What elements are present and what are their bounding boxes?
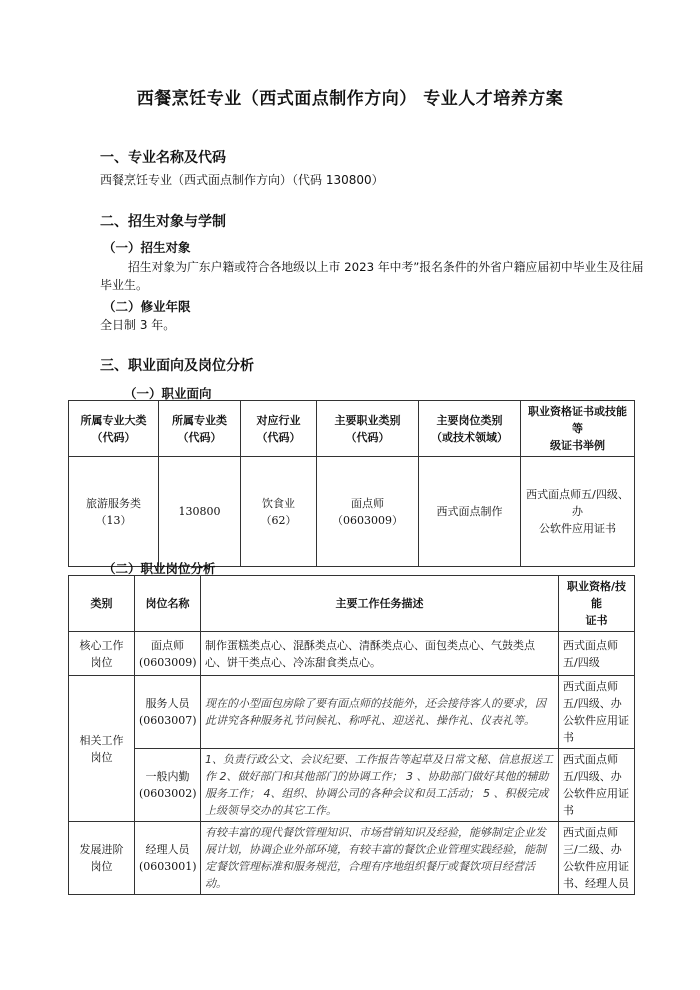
- table-row: [69, 632, 635, 676]
- task-cell: 制作蛋糕类点心、混酥类点心、清酥类点心、面包类点心、气鼓类点心、饼干类点心、冷冻甜食类点心。: [201, 632, 559, 676]
- header-category: 类别: [69, 576, 135, 632]
- section-1-text: 西餐烹饪专业（西式面点制作方向）（代码 130800）: [100, 173, 384, 187]
- cell-line: 公软件应用证书: [539, 522, 616, 535]
- section-2-sub1-text-line2: 毕业生。: [100, 278, 149, 292]
- occupation-cell: [69, 457, 159, 567]
- occupation-cell: [521, 457, 635, 567]
- header-line: 主要岗位类别: [436, 413, 503, 427]
- header-line: 主要职业类别: [334, 413, 401, 427]
- table-row: [69, 749, 635, 822]
- task-cell: 有较丰富的现代餐饮管理知识、市场营销知识及经验，能够制定企业发展计划，协调企业外部环境，有较丰富的餐饮企业管理实践经验，能制定餐饮管理标准和服务规范，合理有序地组织餐厅或餐饮项目经营活动。: [201, 822, 559, 895]
- header-line: 证书: [585, 614, 608, 627]
- position-analysis-table: [68, 575, 635, 895]
- header-line: 对应行业: [256, 413, 301, 427]
- cell-line: 面点师: [151, 638, 184, 652]
- header-line: （代码）: [91, 430, 136, 444]
- occupation-cell: [241, 457, 317, 567]
- task-cell: 现在的小型面包房除了要有面点师的技能外，还会接待客人的要求，因此讲究各种服务礼节问候礼、称呼礼、迎送礼、操作礼、仪表礼等。: [201, 676, 559, 749]
- occupation-header-cell: [521, 401, 635, 457]
- task-cell: 1、负责行政公文、会议纪要、工作报告等起草及日常文秘、信息报送工作 2、做好部门和其他部门的协调工作； 3 、协助部门做好其他的辅助服务工作； 4、组织、协调公司的各种会议和员工活动； 5 、积极完成上级领导交办的其它工作。: [201, 749, 559, 822]
- category-cell: [69, 822, 135, 895]
- header-line: （代码）: [177, 430, 222, 444]
- certificate-cell: 西式面点师五/四级、办公软件应用证书: [559, 749, 635, 822]
- section-2-sub2-text: 全日制 3 年。: [100, 318, 176, 332]
- table-row: [69, 822, 635, 895]
- cell-line: 岗位: [90, 750, 113, 764]
- occupation-header-cell: [159, 401, 241, 457]
- occupation-table-row: [69, 457, 635, 567]
- cell-line: 130800: [178, 505, 221, 518]
- position-table-header-row: [69, 576, 635, 632]
- category-cell: [69, 676, 135, 822]
- cell-line: (0603002): [139, 787, 197, 800]
- cell-line: 旅游服务类: [86, 496, 141, 510]
- cell-line: 西式面点师五/四级、办: [526, 488, 629, 518]
- cell-line: 核心工作: [79, 638, 124, 652]
- cell-line: 岗位: [90, 655, 113, 669]
- occupation-header-cell: [419, 401, 521, 457]
- position-cell: [135, 749, 201, 822]
- occupation-cell: [159, 457, 241, 567]
- document-title: 西餐烹饪专业（西式面点制作方向） 专业人才培养方案: [136, 89, 564, 109]
- cell-line: （62）: [260, 513, 297, 527]
- position-cell: [135, 632, 201, 676]
- section-3-heading: 三、职业面向及岗位分析: [100, 358, 254, 374]
- header-position: 岗位名称: [135, 576, 201, 632]
- section-2-heading: 二、招生对象与学制: [100, 214, 226, 230]
- occupation-header-cell: [69, 401, 159, 457]
- header-line: （或技术领域）: [431, 430, 508, 444]
- cell-line: (0603009): [139, 655, 197, 669]
- occupation-table-header-row: [69, 401, 635, 457]
- occupation-cell: [419, 457, 521, 567]
- cell-line: (0603007): [139, 714, 197, 727]
- header-certificate: [559, 576, 635, 632]
- occupation-header-cell: [241, 401, 317, 457]
- header-line: 所属专业大类: [80, 413, 147, 427]
- position-cell: [135, 822, 201, 895]
- section-2-sub1-heading: （一）招生对象: [103, 240, 191, 255]
- cell-line: 发展进阶: [79, 843, 124, 856]
- section-3-sub1-heading: （一）职业面向: [124, 386, 212, 401]
- occupation-cell: [317, 457, 419, 567]
- cell-line: 经理人员: [145, 843, 190, 856]
- category-cell: [69, 632, 135, 676]
- certificate-cell: 西式面点师五/四级、办公软件应用证书: [559, 676, 635, 749]
- section-2-sub1-text-line1: 招生对象为广东户籍或符合各地级以上市 2023 年中考”报名条件的外省户籍应届初中毕业生及往届: [128, 260, 644, 274]
- header-line: 级证书举例: [550, 439, 605, 452]
- cell-line: 饮食业: [262, 496, 295, 510]
- cell-line: 一般内勤: [145, 770, 190, 783]
- certificate-cell: 西式面点师五/四级: [559, 632, 635, 676]
- cell-line: 岗位: [90, 860, 113, 873]
- table-row: [69, 676, 635, 749]
- header-tasks: 主要工作任务描述: [201, 576, 559, 632]
- section-3-sub2-heading: （二）职业岗位分析: [103, 561, 216, 576]
- cell-line: 相关工作: [79, 733, 124, 747]
- section-1-heading: 一、专业名称及代码: [100, 150, 226, 166]
- occupation-header-cell: [317, 401, 419, 457]
- header-line: （代码）: [256, 430, 301, 444]
- position-cell: [135, 676, 201, 749]
- cell-line: （13）: [95, 513, 132, 527]
- cell-line: 西式面点制作: [436, 505, 503, 518]
- header-line: （代码）: [345, 430, 390, 444]
- cell-line: 服务人员: [145, 697, 190, 710]
- header-line: 职业资格证书或技能等: [528, 405, 627, 435]
- cell-line: 面点师: [351, 496, 384, 510]
- header-line: 所属专业类: [172, 413, 227, 427]
- occupation-table: [68, 400, 635, 567]
- cell-line: （0603009）: [332, 513, 403, 527]
- cell-line: (0603001): [139, 860, 197, 873]
- section-2-sub2-heading: （二）修业年限: [103, 299, 191, 314]
- certificate-cell: 西式面点师三/二级、办公软件应用证书、经理人员: [559, 822, 635, 895]
- header-line: 职业资格/技能: [566, 580, 627, 610]
